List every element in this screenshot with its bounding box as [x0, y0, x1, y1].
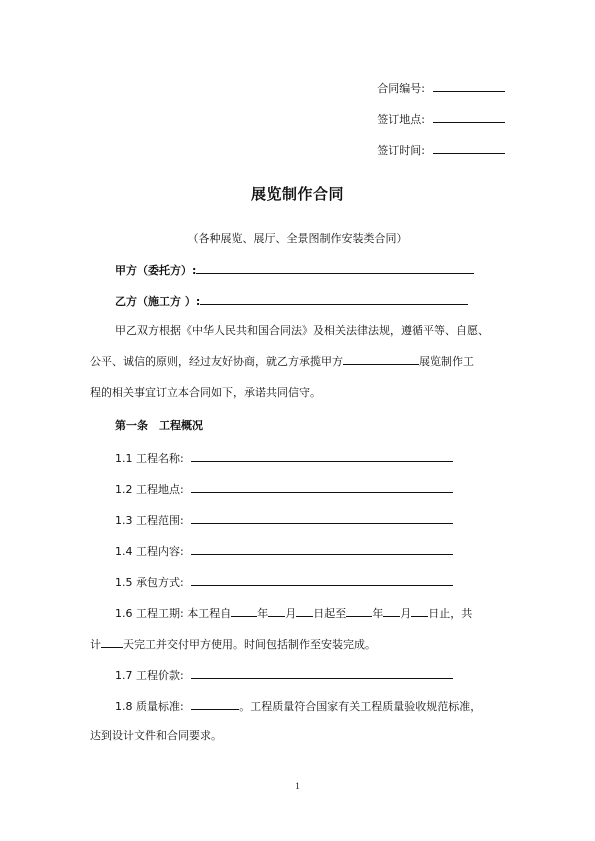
document-title: 展览制作合同 — [250, 185, 344, 203]
item-1-1-label: 1.1 工程名称: — [115, 452, 184, 465]
sign-place-blank[interactable] — [433, 111, 505, 123]
item-1-4-blank[interactable] — [191, 542, 453, 555]
party-a-blank[interactable] — [196, 261, 474, 274]
month-label: 月 — [285, 607, 297, 620]
sign-time-row — [377, 142, 505, 158]
page-number: 1 — [295, 781, 300, 791]
item-1-5-blank[interactable] — [191, 573, 453, 586]
sign-time-label: 签订时间: — [377, 144, 425, 157]
document-subtitle: （各种展览、展厅、全景图制作安装类合同） — [187, 232, 408, 245]
start-month-blank[interactable] — [268, 604, 285, 617]
item-1-8-continued: 达到设计文件和合同要求。 — [90, 729, 222, 742]
contract-number-row — [377, 80, 505, 96]
intro-line-2-start: 公平、诚信的原则，经过友好协商，就乙方承揽甲方 — [90, 355, 343, 368]
item-1-4-row — [115, 542, 535, 558]
month-label-2: 月 — [400, 607, 412, 620]
item-1-8-label: 1.8 质量标准: — [115, 700, 184, 713]
start-day-blank[interactable] — [296, 604, 313, 617]
item-1-3-label: 1.3 工程范围: — [115, 514, 184, 527]
party-a-label: 甲方（委托方）: — [115, 264, 197, 277]
item-1-6-continued — [90, 635, 510, 651]
party-a-row — [115, 261, 535, 277]
total-days-blank[interactable] — [101, 635, 123, 648]
quality-standard-blank[interactable] — [191, 697, 239, 710]
intro-paragraph — [90, 315, 515, 408]
end-year-blank[interactable] — [346, 604, 372, 617]
item-1-2-blank[interactable] — [191, 480, 453, 493]
party-b-label: 乙方（施工方 ）: — [115, 295, 201, 308]
item-1-3-blank[interactable] — [191, 511, 453, 524]
item-1-8-row — [115, 697, 535, 713]
item-1-6-row — [115, 604, 535, 620]
contract-number-label: 合同编号: — [377, 82, 425, 95]
item-1-5-label: 1.5 承包方式: — [115, 576, 184, 589]
party-b-row — [115, 292, 535, 308]
item-1-6-label: 1.6 工程工期: 本工程自 — [115, 607, 232, 620]
start-year-blank[interactable] — [231, 604, 257, 617]
party-b-blank[interactable] — [200, 292, 468, 305]
sign-time-blank[interactable] — [433, 142, 505, 154]
intro-line-2 — [90, 346, 515, 377]
item-1-4-label: 1.4 工程内容: — [115, 545, 184, 558]
end-month-blank[interactable] — [383, 604, 400, 617]
quality-note: 。工程质量符合国家有关工程质量验收规范标准， — [239, 700, 482, 713]
item-1-1-row — [115, 449, 535, 465]
project-name-blank[interactable] — [343, 352, 419, 365]
year-label-2: 年 — [372, 607, 384, 620]
end-day-blank[interactable] — [411, 604, 428, 617]
intro-line-1: 甲乙双方根据《中华人民共和国合同法》及相关法律法规，遵循平等、自愿、 — [115, 324, 489, 337]
total-label: 计 — [90, 638, 101, 651]
sign-place-row — [377, 111, 505, 127]
item-1-3-row — [115, 511, 535, 527]
article-1-title: 第一条 工程概况 — [115, 419, 203, 432]
item-1-1-blank[interactable] — [191, 449, 453, 462]
duration-note: 天完工并交付甲方使用。时间包括制作至安装完成。 — [123, 638, 376, 651]
item-1-7-blank[interactable] — [191, 666, 453, 679]
year-label: 年 — [257, 607, 269, 620]
item-1-5-row — [115, 573, 535, 589]
contract-number-blank[interactable] — [433, 80, 505, 92]
item-1-2-label: 1.2 工程地点: — [115, 483, 184, 496]
item-1-7-label: 1.7 工程价款: — [115, 669, 184, 682]
item-1-7-row — [115, 666, 535, 682]
item-1-2-row — [115, 480, 535, 496]
day-from-label: 日起至 — [313, 607, 347, 620]
sign-place-label: 签订地点: — [377, 113, 425, 126]
intro-line-3: 程的相关事宜订立本合同如下，承诺共同信守。 — [90, 386, 321, 399]
day-to-label: 日止，共 — [428, 607, 473, 620]
intro-line-2-end: 展览制作工 — [419, 355, 474, 368]
